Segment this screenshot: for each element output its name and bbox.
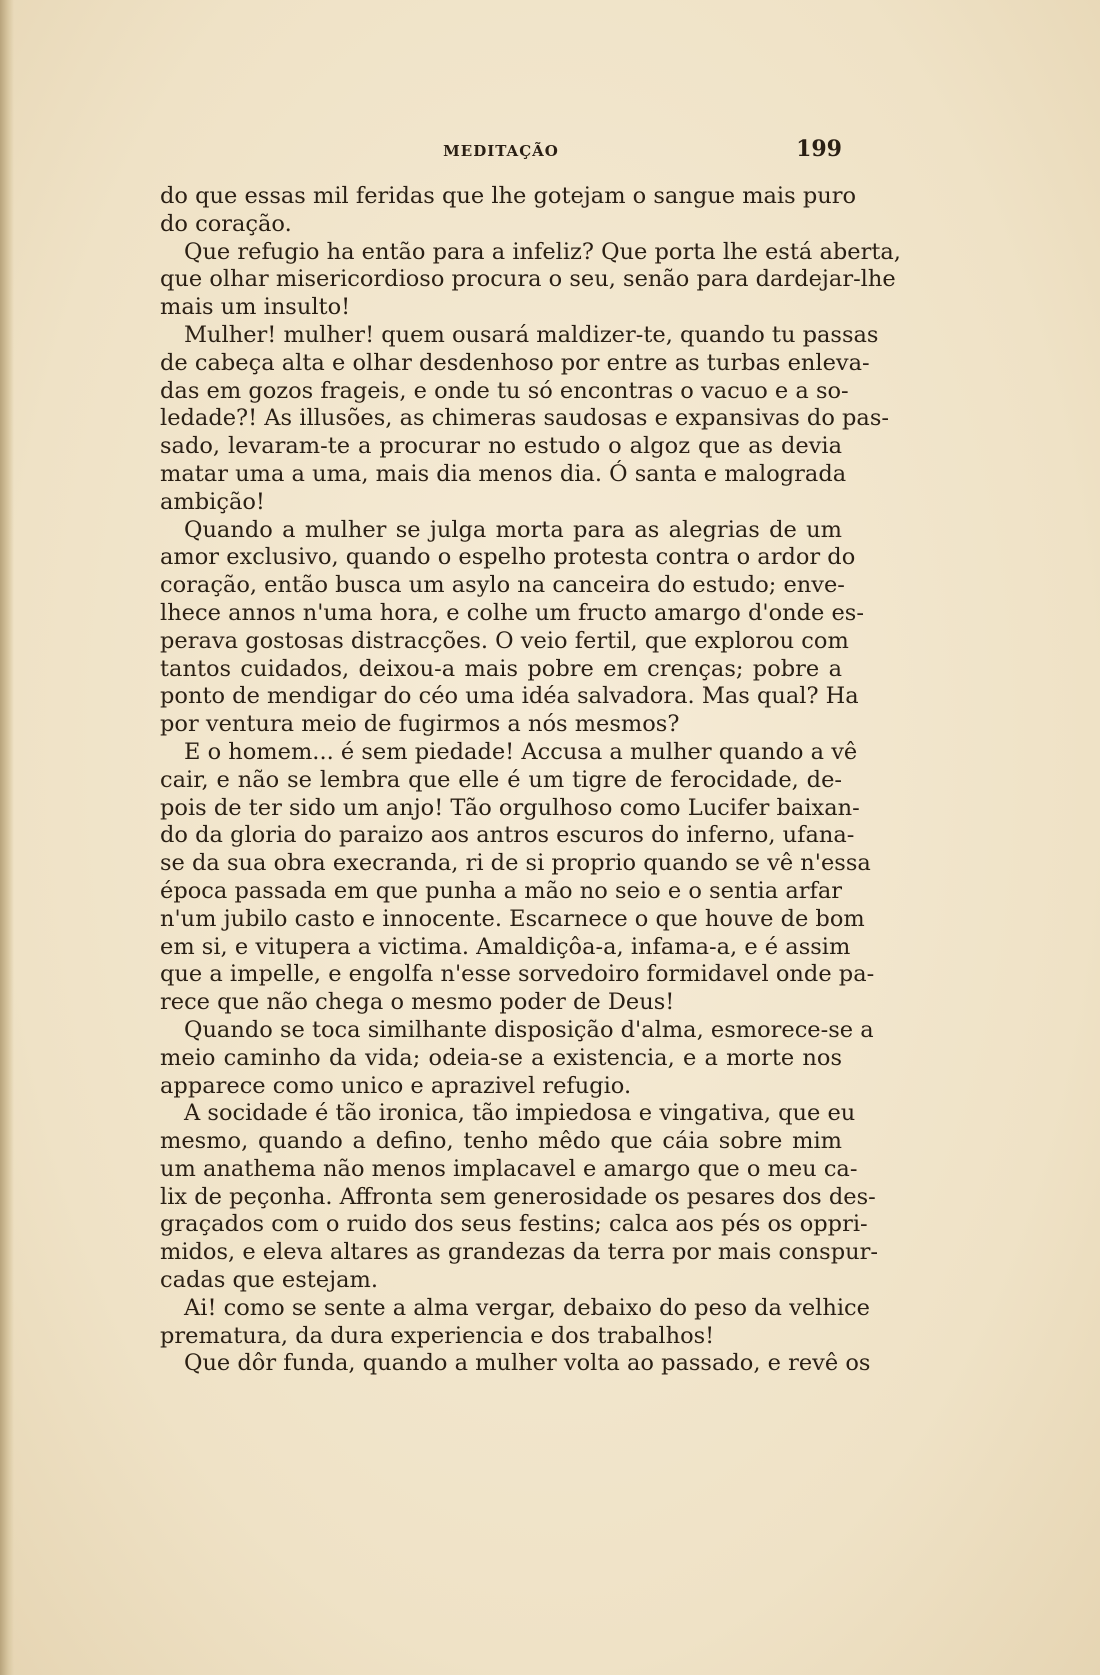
text-line: das em gozos frageis, e onde tu só encontras o vacuo e a so-: [160, 377, 849, 404]
paragraph-start-line: Quando se toca similhante disposição d'alma, esmorece-se a: [184, 1016, 874, 1043]
text-line: mais um insulto!: [160, 294, 351, 321]
text-line: amor exclusivo, quando o espelho protesta contra o ardor do: [160, 544, 856, 571]
paragraph-start-line: E o homem... é sem piedade! Accusa a mulher quando a vê: [184, 738, 858, 765]
text-line: graçados com o ruido dos seus festins; calca aos pés os oppri-: [160, 1211, 868, 1238]
text-line: cadas que estejam.: [160, 1267, 378, 1294]
paragraph-start-line: Ai! como se sente a alma vergar, debaixo do peso da velhice: [184, 1294, 870, 1321]
page-number: 199: [796, 136, 842, 162]
running-head: MEDITAÇÃO: [443, 142, 559, 160]
text-line: midos, e eleva altares as grandezas da terra por mais conspur-: [160, 1239, 878, 1266]
text-line: matar uma a uma, mais dia menos dia. Ó santa e malograda: [160, 460, 847, 487]
text-line: mesmo, quando a defino, tenho mêdo que cáia sobre mim: [160, 1128, 842, 1155]
text-line: ledade?! As illusões, as chimeras saudosas e expansivas do pas-: [160, 405, 889, 432]
text-line: em si, e vitupera a victima. Amaldiçôa-a, infama-a, e é assim: [160, 933, 851, 960]
text-line: ambição!: [160, 488, 265, 515]
text-line: ponto de mendigar do céo uma idéa salvadora. Mas qual? Ha: [160, 683, 859, 710]
text-line: de cabeça alta e olhar desdenhoso por entre as turbas enleva-: [160, 349, 870, 376]
paragraph-start-line: Que dôr funda, quando a mulher volta ao passado, e revê os: [184, 1350, 871, 1377]
text-line: se da sua obra execranda, ri de si proprio quando se vê n'essa: [160, 850, 871, 877]
text-line: tantos cuidados, deixou-a mais pobre em crenças; pobre a: [160, 655, 842, 682]
text-line: perava gostosas distracções. O veio fertil, que explorou com: [160, 627, 849, 654]
text-line: cair, e não se lembra que elle é um tigre de ferocidade, de-: [160, 766, 842, 793]
text-line: apparece como unico e aprazivel refugio.: [160, 1072, 632, 1099]
paragraph-start-line: A socidade é tão ironica, tão impiedosa e vingativa, que eu: [184, 1100, 856, 1127]
paragraph-start-line: Quando a mulher se julga morta para as alegrias de um: [184, 516, 842, 543]
text-line: rece que não chega o mesmo poder de Deus!: [160, 989, 675, 1016]
text-line: por ventura meio de fugirmos a nós mesmos?: [160, 711, 680, 738]
text-line: do da gloria do paraizo aos antros escuros do inferno, ufana-: [160, 822, 855, 849]
text-line: meio caminho da vida; odeia-se a existencia, e a morte nos: [160, 1044, 842, 1071]
text-line: época passada em que punha a mão no seio e o sentia arfar: [160, 877, 842, 904]
text-line: que a impelle, e engolfa n'esse sorvedoiro formidavel onde pa-: [160, 961, 875, 988]
text-line: do coração.: [160, 210, 292, 237]
text-line: n'um jubilo casto e innocente. Escarnece o que houve de bom: [160, 905, 865, 932]
text-line: um anathema não menos implacavel e amargo que o meu ca-: [160, 1155, 858, 1182]
text-line: prematura, da dura experiencia e dos trabalhos!: [160, 1322, 715, 1349]
text-line: coração, então busca um asylo na canceira do estudo; enve-: [160, 572, 845, 599]
text-line: lix de peçonha. Affronta sem generosidade os pesares dos des-: [160, 1183, 876, 1210]
paragraph-start-line: Que refugio ha então para a infeliz? Que porta lhe está aberta,: [184, 238, 901, 265]
text-line: que olhar misericordioso procura o seu, senão para dardejar-lhe: [160, 266, 896, 293]
text-line: sado, levaram-te a procurar no estudo o algoz que as devia: [160, 433, 842, 460]
text-line: do que essas mil feridas que lhe gotejam o sangue mais puro: [160, 183, 857, 209]
page-edge-shadow: [0, 0, 14, 1675]
text-line: lhece annos n'uma hora, e colhe um fructo amargo d'onde es-: [160, 599, 864, 626]
page-header: [160, 136, 842, 168]
body-text: [160, 183, 901, 1378]
paragraph-start-line: Mulher! mulher! quem ousará maldizer-te, quando tu passas: [184, 321, 879, 348]
text-line: pois de ter sido um anjo! Tão orgulhoso como Lucifer baixan-: [160, 794, 860, 821]
